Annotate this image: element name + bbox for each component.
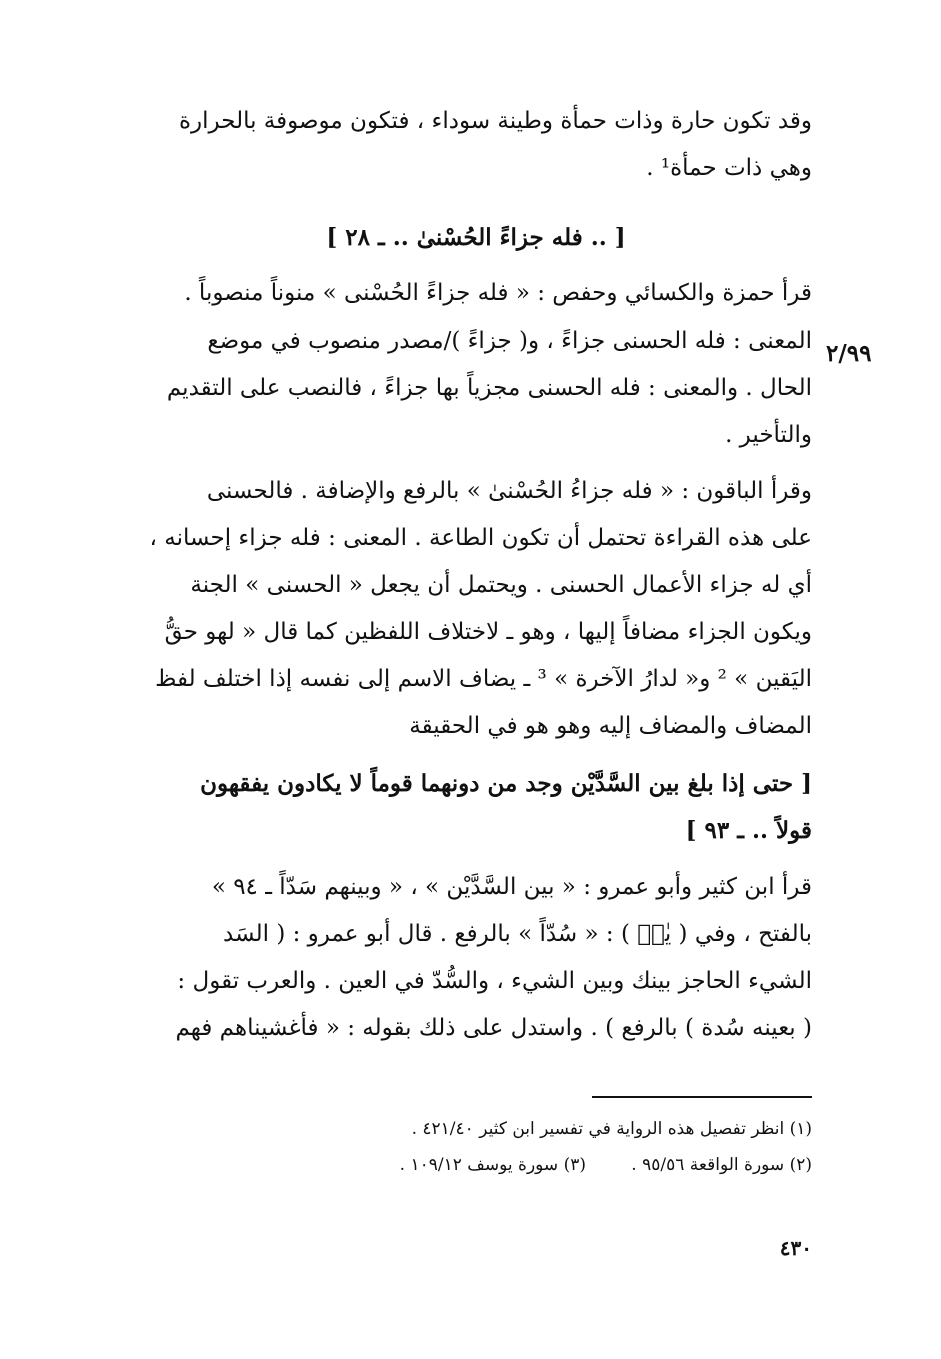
text-line: وهي ذات حمأة¹ .	[646, 155, 812, 181]
verse-line: قولاً .. ـ ٩٣ ]	[685, 817, 812, 844]
text-line: بالفتح ، وفي ( يٰسۤ ) : « سُدّاً » بالرفع . قال أبو عمرو : ( السَد	[223, 921, 812, 947]
text-line: ويكون الجزاء مضافاً إليها ، وهو ـ لاختلاف اللفظين كما قال « لهو حقُّ	[164, 619, 812, 645]
paragraph-1	[140, 98, 812, 192]
verse-line: [ حتى إذا بلغ بين السَّدَّيْن وجد من دونهما قوماً لا يكادون يفقهون	[200, 770, 812, 797]
paragraph-3	[140, 318, 812, 459]
text-line: أي له جزاء الأعمال الحسنى . ويحتمل أن يجعل « الحسنى » الجنة	[190, 572, 812, 598]
text-line: المضاف والمضاف إليه وهو هو في الحقيقة	[409, 713, 812, 739]
paragraph-4	[140, 468, 812, 750]
footnote-divider	[592, 1096, 812, 1098]
paragraph-2	[140, 270, 812, 317]
text-line: ( بعينه سُدة ) بالرفع ) . واستدل على ذلك بقوله : « فأغشيناهم فهم	[175, 1015, 812, 1041]
text-line: الحال . والمعنى : فله الحسنى مجزياً بها جزاءً ، فالنصب على التقديم	[166, 375, 812, 401]
text-line: قرأ حمزة والكسائي وحفص : « فله جزاءً الحُسْنى » منوناً منصوباً .	[184, 280, 812, 306]
text-line: وقرأ الباقون : « فله جزاءُ الحُسْنىٰ » بالرفع والإضافة . فالحسنى	[206, 478, 812, 504]
verse-line: [ .. فله جزاءً الحُسْنىٰ .. ـ ٢٨ ]	[326, 224, 626, 251]
text-line: الشيء الحاجز بينك وبين الشيء ، والسُّدّ في العين . والعرب تقول :	[177, 968, 812, 994]
text-line: والتأخير .	[725, 422, 812, 448]
footnote-1: (١) انظر تفصيل هذه الرواية في تفسير ابن كثير ٤٢١/٤٠ .	[411, 1119, 812, 1139]
verse-heading-2	[140, 760, 812, 854]
text-line: على هذه القراءة تحتمل أن تكون الطاعة . المعنى : فله جزاء إحسانه ،	[149, 525, 812, 551]
text-line: وقد تكون حارة وذات حمأة وطينة سوداء ، فتكون موصوفة بالحرارة	[178, 108, 812, 134]
paragraph-5	[140, 864, 812, 1052]
text-line: المعنى : فله الحسنى جزاءً ، و( جزاءً )/مصدر منصوب في موضع	[207, 328, 812, 354]
margin-reference: ٢/٩٩	[826, 340, 872, 367]
footnote-3: (٣) سورة يوسف ١٠٩/١٢ .	[399, 1155, 586, 1175]
verse-heading-1	[140, 214, 812, 261]
text-line: قرأ ابن كثير وأبو عمرو : « بين السَّدَّيْن » ، « وبينهم سَدّاً ـ ٩٤ »	[211, 874, 812, 900]
page-number: ٤٣٠	[779, 1236, 812, 1260]
footnote-2: (٢) سورة الواقعة ٩٥/٥٦ .	[631, 1155, 812, 1175]
text-line: اليَقين » ² و« لدارُ الآخرة » ³ ـ يضاف الاسم إلى نفسه إذا اختلف لفظ	[155, 666, 812, 692]
